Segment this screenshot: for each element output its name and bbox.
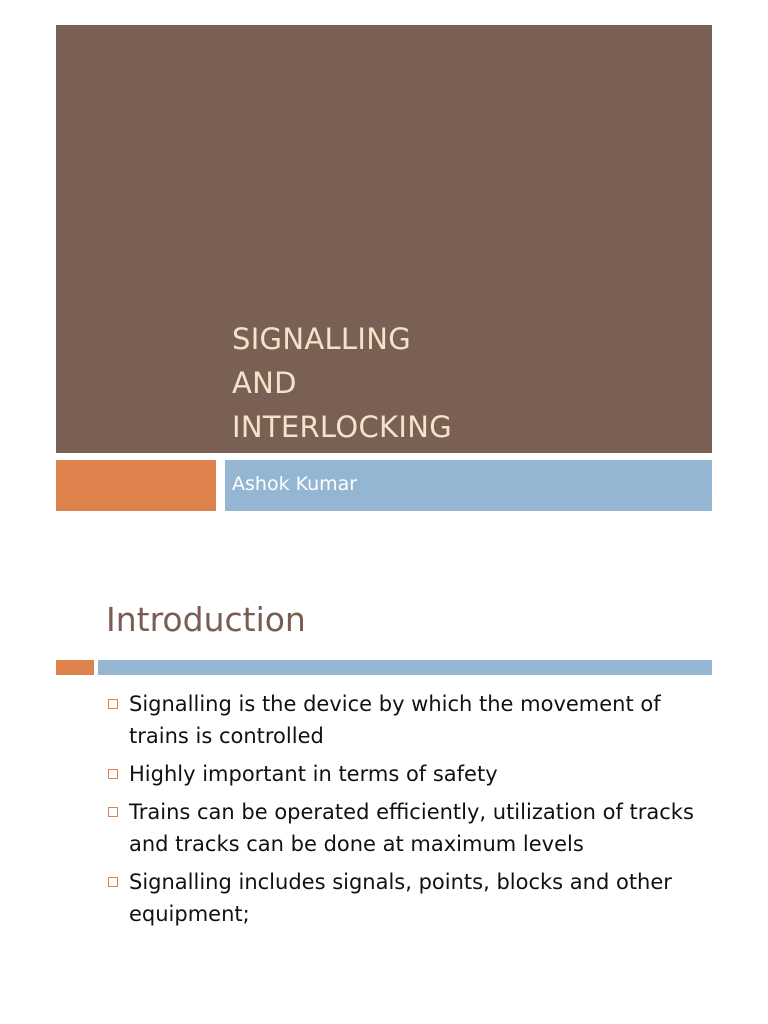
title-accent-orange-block xyxy=(56,460,216,511)
bullet-text: Highly important in terms of safety xyxy=(129,762,498,786)
author-name: Ashok Kumar xyxy=(232,473,358,495)
bullet-text: Signalling is the device by which the movement of trains is controlled xyxy=(129,692,661,748)
slide-title-line-1: SIGNALLING xyxy=(232,322,411,356)
hollow-square-bullet-icon xyxy=(108,807,118,817)
slide-title-line-2: AND xyxy=(232,366,297,400)
hollow-square-bullet-icon xyxy=(108,699,118,709)
hollow-square-bullet-icon xyxy=(108,769,118,779)
intro-accent-blue-bar xyxy=(98,660,712,675)
bullet-text: Signalling includes signals, points, blocks and other equipment; xyxy=(129,870,672,926)
slide-title-line-3: INTERLOCKING xyxy=(232,410,452,444)
slide-title xyxy=(232,317,452,449)
hollow-square-bullet-icon xyxy=(108,877,118,887)
list-item xyxy=(106,688,706,752)
list-item xyxy=(106,758,706,790)
list-item xyxy=(106,796,706,860)
intro-accent-orange-bar xyxy=(56,660,94,675)
author-bar xyxy=(225,460,712,511)
title-block xyxy=(56,25,712,453)
intro-heading: Introduction xyxy=(106,600,306,639)
list-item xyxy=(106,866,706,930)
intro-bullet-list xyxy=(106,688,706,936)
bullet-text: Trains can be operated efficiently, utilization of tracks and tracks can be done at maximum levels xyxy=(129,800,694,856)
